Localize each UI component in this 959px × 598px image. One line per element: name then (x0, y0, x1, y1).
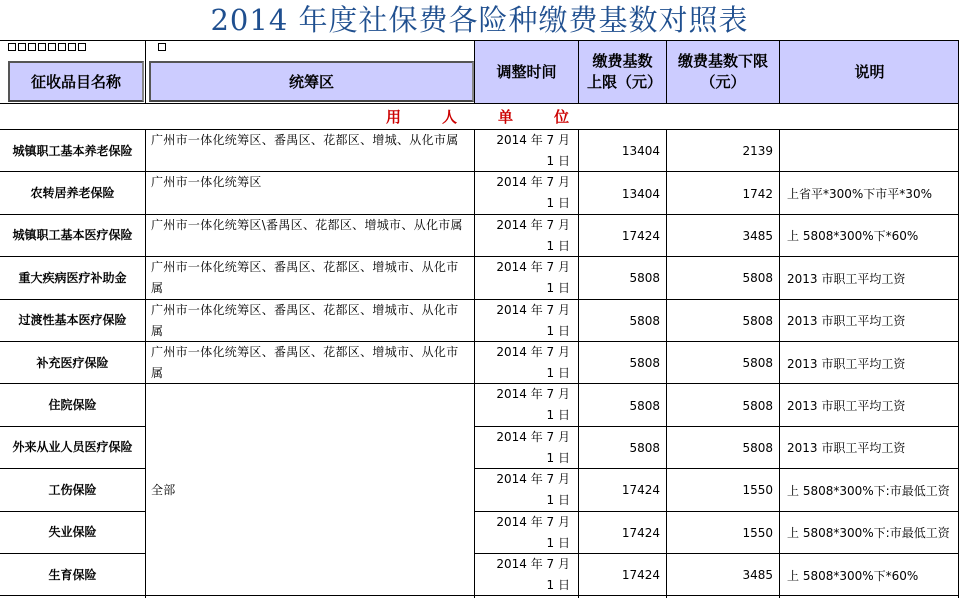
row-name: 农转居养老保险 (30, 186, 115, 201)
grid-vline (145, 40, 146, 104)
outline-level-6-box[interactable] (58, 43, 66, 51)
table-row (0, 300, 959, 342)
grid-hline (0, 426, 146, 427)
grid-hline (0, 383, 959, 384)
header-upper-label: 缴费基数上限（元） (587, 52, 663, 91)
row-upper: 5808 (629, 440, 660, 455)
row-time: 2014 年 7 月 1 日 (496, 302, 570, 338)
row-time: 2014 年 7 月 1 日 (496, 345, 570, 380)
row-upper: 5808 (629, 313, 660, 328)
row-note: 2013 市职工平均工资 (787, 271, 906, 286)
row-lower: 2139 (742, 144, 773, 159)
table-row (0, 130, 959, 172)
grid-hline (0, 40, 959, 41)
grid-hline (0, 341, 959, 342)
row-area: 广州市一体化统筹区、番禺区、花都区、增城市、从化市属 (151, 302, 459, 338)
row-area: 广州市一体化统筹区、番禺区、花都区、增城、从化市属 (151, 133, 459, 147)
grid-vline (779, 40, 780, 104)
table-row (0, 257, 959, 299)
header-cell-time (475, 41, 578, 103)
row-note: 上 5808*300%下*60% (787, 568, 919, 583)
row-name: 重大疾病医疗补助金 (18, 270, 127, 285)
row-upper: 5808 (629, 398, 660, 413)
outline-level-4-box[interactable] (38, 43, 46, 51)
row-name: 过渡性基本医疗保险 (18, 313, 127, 328)
row-name: 城镇职工基本医疗保险 (12, 228, 133, 243)
row-lower: 1550 (742, 525, 773, 540)
row-time: 2014 年 7 月 1 日 (496, 260, 570, 296)
row-upper: 17424 (621, 483, 660, 498)
outline-level-1-box[interactable] (8, 43, 16, 51)
table-row (0, 172, 959, 214)
header-name-label: 征收品目名称 (30, 73, 121, 91)
row-name: 城镇职工基本养老保险 (12, 143, 133, 158)
grid-vline (578, 40, 579, 104)
grid-hline (0, 256, 959, 257)
grid-vline (779, 129, 780, 598)
row-lower: 5808 (742, 440, 773, 455)
row-name: 生育保险 (48, 567, 97, 582)
row-note: 2013 市职工平均工资 (787, 314, 906, 329)
row-note: 2013 市职工平均工资 (787, 399, 906, 414)
section-char-4: 位 (554, 108, 570, 126)
row-note: 上 5808*300%下:市最低工资 (787, 526, 950, 541)
outline-level-2-box[interactable] (18, 43, 26, 51)
grid-hline (0, 214, 959, 215)
merged-area-cell: 全部 (151, 482, 176, 497)
row-upper: 5808 (629, 356, 660, 371)
grid-vline (666, 129, 667, 598)
header-cell-lower (667, 41, 779, 103)
row-time: 2014 年 7 月 1 日 (496, 133, 570, 168)
row-lower: 3485 (742, 228, 773, 243)
row-upper: 13404 (621, 186, 660, 201)
row-lower: 5808 (742, 313, 773, 328)
section-char-3: 单 (498, 108, 514, 126)
table-row (0, 427, 959, 469)
row-area: 广州市一体化统筹区、番禺区、花都区、增城市、从化市属 (151, 260, 459, 296)
row-lower: 5808 (742, 356, 773, 371)
row-upper: 17424 (621, 525, 660, 540)
row-time: 2014 年 7 月 1 日 (496, 472, 570, 508)
grid-hline (0, 129, 959, 130)
grid-hline (0, 171, 959, 172)
grid-hline (0, 595, 959, 596)
row-name: 失业保险 (48, 525, 97, 540)
header-lower-label: 缴费基数下限（元） (677, 52, 768, 91)
row-note: 上省平*300%下市平*30% (787, 187, 932, 202)
header-cell-upper (579, 41, 666, 103)
row-lower: 1742 (742, 186, 773, 201)
grid-vline (578, 129, 579, 598)
grid-vline (474, 40, 475, 104)
row-note: 上 5808*300%下:市最低工资 (787, 483, 950, 498)
page-title: 2014 年度社保费各险种缴费基数对照表 (210, 3, 749, 37)
grid-hline (0, 553, 146, 554)
grid-hline (474, 553, 959, 554)
outline-level-7-box[interactable] (68, 43, 76, 51)
row-time: 2014 年 7 月 1 日 (496, 429, 570, 465)
row-note: 2013 市职工平均工资 (787, 356, 906, 371)
grid-vline (666, 40, 667, 104)
table-row (0, 215, 959, 257)
row-name: 补充医疗保险 (36, 355, 109, 370)
row-name: 住院保险 (48, 398, 97, 413)
outline-level-3-box[interactable] (28, 43, 36, 51)
outline-column-box[interactable] (158, 43, 166, 51)
table-row (0, 384, 959, 426)
row-upper: 17424 (621, 568, 660, 583)
header-cell-note (780, 41, 959, 103)
row-lower: 1550 (742, 483, 773, 498)
section-employer (0, 104, 959, 129)
row-note: 上 5808*300%下*60% (787, 229, 919, 244)
row-upper: 17424 (621, 228, 660, 243)
grid-vline (145, 129, 146, 598)
outline-level-5-box[interactable] (48, 43, 56, 51)
row-area: 广州市一体化统筹区 (151, 175, 262, 190)
header-note-label: 说明 (854, 62, 885, 81)
header-area-filter[interactable] (149, 61, 474, 102)
row-note: 2013 市职工平均工资 (787, 441, 906, 456)
grid-hline (474, 468, 959, 469)
row-note (780, 130, 959, 172)
section-char-1: 用 (386, 108, 402, 126)
outline-level-8-box[interactable] (78, 43, 86, 51)
grid-hline (0, 468, 146, 469)
grid-hline (0, 511, 146, 512)
grid-hline (0, 103, 959, 104)
header-name-filter[interactable] (8, 61, 144, 102)
row-time: 2014 年 7 月 1 日 (496, 514, 570, 550)
grid-hline (474, 511, 959, 512)
row-time: 2014 年 7 月 1 日 (496, 175, 570, 211)
row-time: 2014 年 7 月 1 日 (496, 557, 570, 592)
grid-vline (474, 129, 475, 598)
table-row (0, 469, 959, 511)
row-upper: 5808 (629, 271, 660, 286)
row-lower: 3485 (742, 568, 773, 583)
row-upper: 13404 (621, 144, 660, 159)
header-time-label: 调整时间 (496, 62, 557, 81)
row-time: 2014 年 7 月 1 日 (496, 217, 570, 253)
row-time: 2014 年 7 月 1 日 (496, 387, 570, 423)
header-area-label: 统筹区 (288, 73, 334, 91)
table-row (0, 342, 959, 384)
grid-hline (474, 426, 959, 427)
table-row (0, 554, 959, 596)
section-char-2: 人 (442, 108, 458, 126)
table-row (0, 512, 959, 554)
row-name: 外来从业人员医疗保险 (12, 440, 133, 455)
row-lower: 5808 (742, 398, 773, 413)
row-area: 广州市一体化统筹区、番禺区、花都区、增城市、从化市属 (151, 345, 459, 380)
grid-hline (0, 299, 959, 300)
row-name: 工伤保险 (48, 482, 97, 497)
row-area: 广州市一体化统筹区\番禺区、花都区、增城市、从化市属 (151, 217, 463, 232)
row-lower: 5808 (742, 271, 773, 286)
